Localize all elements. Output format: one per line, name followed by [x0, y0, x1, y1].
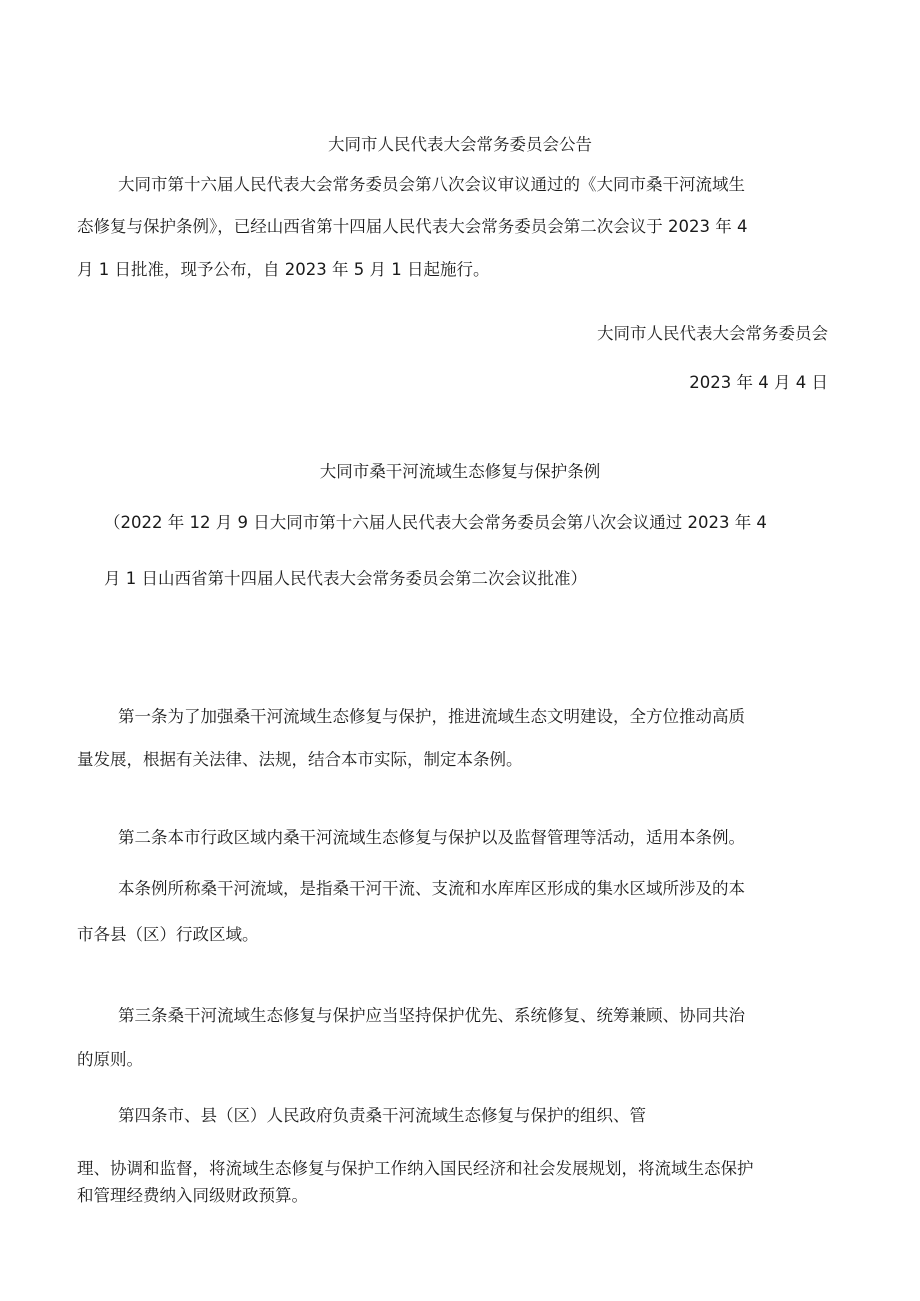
- article-2-line-2: 本条例所称桑干河流域，是指桑干河干流、支流和水库库区形成的集水区域所涉及的本: [118, 879, 745, 898]
- article-1-line-1: 第一条为了加强桑干河流域生态修复与保护，推进流域生态文明建设，全方位推动高质: [118, 707, 745, 726]
- announcement-body-line-1: 大同市第十六届人民代表大会常务委员会第八次会议审议通过的《大同市桑干河流域生: [118, 175, 745, 194]
- article-3-line-2: 的原则。: [77, 1050, 143, 1069]
- announcement-title: 大同市人民代表大会常务委员会公告: [328, 135, 592, 154]
- article-4-line-2: 理、协调和监督，将流域生态修复与保护工作纳入国民经济和社会发展规划，将流域生态保护: [77, 1159, 754, 1178]
- regulation-note-line-2: 月 1 日山西省第十四届人民代表大会常务委员会第二次会议批准）: [104, 569, 587, 588]
- announcement-date: 2023 年 4 月 4 日: [689, 373, 828, 392]
- announcement-body-line-3: 月 1 日批准，现予公布，自 2023 年 5 月 1 日起施行。: [77, 260, 490, 279]
- announcement-signature: 大同市人民代表大会常务委员会: [597, 324, 828, 343]
- regulation-title: 大同市桑干河流域生态修复与保护条例: [319, 462, 601, 481]
- article-4-line-1: 第四条市、县（区）人民政府负责桑干河流域生态修复与保护的组织、管: [118, 1106, 646, 1125]
- article-3-line-1: 第三条桑干河流域生态修复与保护应当坚持保护优先、系统修复、统筹兼顾、协同共治: [118, 1006, 745, 1025]
- article-2-line-1: 第二条本市行政区域内桑干河流域生态修复与保护以及监督管理等活动，适用本条例。: [118, 828, 745, 847]
- announcement-body-line-2: 态修复与保护条例》，已经山西省第十四届人民代表大会常务委员会第二次会议于 2023 年 4: [77, 217, 748, 236]
- article-2-line-3: 市各县（区）行政区域。: [77, 925, 259, 944]
- article-1-line-2: 量发展，根据有关法律、法规，结合本市实际，制定本条例。: [77, 750, 523, 769]
- regulation-note-line-1: （2022 年 12 月 9 日大同市第十六届人民代表大会常务委员会第八次会议通过 2023 年 4: [104, 513, 767, 532]
- article-4-line-3: 和管理经费纳入同级财政预算。: [77, 1186, 308, 1205]
